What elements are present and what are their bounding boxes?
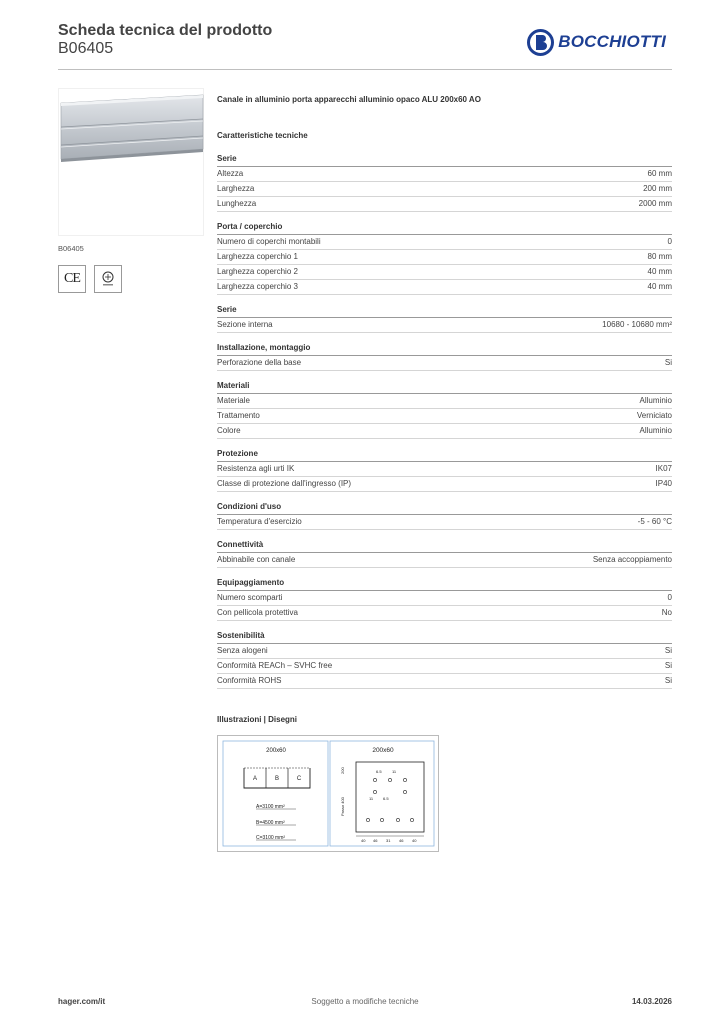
drawing-canvas	[218, 736, 438, 851]
spec-label: Numero di coperchi montabili	[217, 237, 321, 246]
illustrations-title: Illustrazioni | Disegni	[217, 715, 298, 724]
spec-row	[217, 477, 672, 492]
spec-label: Colore	[217, 426, 241, 435]
dim-bottom-2: 46	[373, 838, 378, 843]
spec-value: 2000 mm	[638, 199, 672, 208]
spec-row	[217, 591, 672, 606]
dim-bottom-5: 40	[412, 838, 417, 843]
brand-name: BOCCHIOTTI	[558, 32, 666, 51]
dim-pitch-label: Passo 400	[340, 797, 345, 816]
spec-section-title: Serie	[217, 153, 672, 167]
spec-row	[217, 356, 672, 371]
dim-mid-1: 11	[369, 796, 374, 801]
spec-label: Conformità REACh – SVHC free	[217, 661, 333, 670]
dim-top-1: 6.5	[376, 769, 382, 774]
dim-bottom-4: 46	[399, 838, 404, 843]
spec-section	[217, 153, 672, 212]
spec-label: Altezza	[217, 169, 244, 178]
footer-date: 14.03.2026	[631, 997, 672, 1006]
spec-row	[217, 394, 672, 409]
spec-row	[217, 167, 672, 182]
spec-section-title: Condizioni d'uso	[217, 501, 672, 515]
spec-label: Conformità ROHS	[217, 676, 282, 685]
spec-label: Con pellicola protettiva	[217, 608, 298, 617]
left-drawing-label: 200x60	[266, 748, 286, 754]
spec-row	[217, 250, 672, 265]
spec-row	[217, 644, 672, 659]
spec-value: Verniciato	[636, 411, 672, 420]
spec-label: Larghezza coperchio 3	[217, 282, 298, 291]
spec-value: Si	[664, 676, 672, 685]
spec-label: Perforazione della base	[217, 358, 302, 367]
spec-value: Alluminio	[639, 396, 672, 405]
spec-value: 40 mm	[647, 267, 672, 276]
spec-section	[217, 380, 672, 439]
quality-mark	[94, 265, 122, 293]
spec-label: Numero scomparti	[217, 593, 283, 602]
spec-row	[217, 318, 672, 333]
spec-label: Materiale	[217, 396, 250, 405]
right-drawing-label: 200x60	[372, 747, 394, 754]
spec-section	[217, 630, 672, 689]
compartment-a-label: A	[252, 776, 258, 782]
spec-section-title: Porta / coperchio	[217, 221, 672, 235]
compartment-c-label: C	[296, 776, 302, 782]
specification-sections	[217, 153, 672, 689]
spec-row	[217, 265, 672, 280]
footer-website[interactable]: hager.com/it	[58, 997, 106, 1006]
spec-row	[217, 424, 672, 439]
spec-value: Si	[664, 661, 672, 670]
spec-section	[217, 577, 672, 621]
spec-row	[217, 553, 672, 568]
spec-label: Abbinabile con canale	[217, 555, 296, 564]
product-description: Canale in alluminio porta apparecchi alluminio opaco ALU 200x60 AO	[217, 95, 481, 104]
bocchiotti-logo-icon	[527, 29, 554, 56]
spec-value: 80 mm	[647, 252, 672, 261]
spec-section	[217, 448, 672, 492]
spec-row	[217, 674, 672, 689]
spec-value: IK07	[655, 464, 672, 473]
spec-value: No	[661, 608, 672, 617]
left-column	[58, 88, 204, 293]
compartment-b-label: B	[274, 776, 280, 782]
dim-height-label: 200	[340, 767, 345, 774]
area-a-label: A=3100 mm²	[256, 804, 285, 810]
spec-value: Si	[664, 646, 672, 655]
product-code-caption: B06405	[58, 244, 84, 253]
spec-row	[217, 659, 672, 674]
technical-drawing	[217, 735, 439, 852]
spec-label: Larghezza	[217, 184, 255, 193]
spec-row	[217, 409, 672, 424]
certification-marks	[58, 265, 204, 293]
spec-value: IP40	[655, 479, 672, 488]
brand-logo	[527, 28, 666, 56]
spec-section-title: Equipaggiamento	[217, 577, 672, 591]
spec-section	[217, 501, 672, 530]
quality-seal-icon	[99, 270, 117, 288]
spec-section	[217, 539, 672, 568]
spec-value: Si	[664, 358, 672, 367]
spec-label: Sezione interna	[217, 320, 273, 329]
spec-section	[217, 221, 672, 295]
spec-section-title: Sostenibilità	[217, 630, 672, 644]
spec-label: Lunghezza	[217, 199, 257, 208]
ce-mark-text: CE	[64, 271, 80, 286]
footer-disclaimer: Soggetto a modifiche tecniche	[311, 997, 419, 1006]
spec-section-title: Installazione, montaggio	[217, 342, 672, 356]
spec-label: Senza alogeni	[217, 646, 268, 655]
technical-characteristics-title: Caratteristiche tecniche	[217, 131, 308, 140]
aluminium-channel-icon	[59, 89, 205, 237]
technical-data-column	[217, 95, 672, 698]
spec-value: Senza accoppiamento	[592, 555, 672, 564]
ce-mark	[58, 265, 86, 293]
spec-section	[217, 342, 672, 371]
spec-row	[217, 197, 672, 212]
spec-value: 40 mm	[647, 282, 672, 291]
spec-value: 200 mm	[643, 184, 672, 193]
spec-row	[217, 606, 672, 621]
spec-value: 0	[667, 593, 672, 602]
spec-row	[217, 515, 672, 530]
document-title: Scheda tecnica del prodotto	[58, 22, 273, 39]
area-b-label: B=4500 mm²	[256, 820, 285, 826]
spec-row	[217, 235, 672, 250]
page-header	[58, 20, 672, 70]
spec-row	[217, 182, 672, 197]
dim-bottom-1: 40	[361, 838, 366, 843]
spec-section-title: Protezione	[217, 448, 672, 462]
spec-section-title: Materiali	[217, 380, 672, 394]
spec-section	[217, 304, 672, 333]
spec-row	[217, 280, 672, 295]
product-image	[58, 88, 204, 236]
area-c-label: C=3100 mm²	[256, 835, 286, 841]
spec-section-title: Connettività	[217, 539, 672, 553]
spec-label: Larghezza coperchio 1	[217, 252, 298, 261]
document-product-code: B06405	[58, 40, 114, 57]
spec-value: 0	[667, 237, 672, 246]
dim-mid-2: 6.5	[383, 796, 389, 801]
dim-bottom-3: 31	[386, 838, 391, 843]
spec-label: Trattamento	[217, 411, 260, 420]
spec-value: -5 - 60 °C	[637, 517, 672, 526]
spec-value: 10680 - 10680 mm²	[602, 320, 672, 329]
dim-top-2: 11	[392, 769, 397, 774]
spec-section-title: Serie	[217, 304, 672, 318]
spec-label: Larghezza coperchio 2	[217, 267, 298, 276]
spec-label: Classe di protezione dall'ingresso (IP)	[217, 479, 352, 488]
spec-label: Temperatura d'esercizio	[217, 517, 302, 526]
spec-value: 60 mm	[647, 169, 672, 178]
spec-value: Alluminio	[639, 426, 672, 435]
spec-row	[217, 462, 672, 477]
spec-label: Resistenza agli urti IK	[217, 464, 295, 473]
